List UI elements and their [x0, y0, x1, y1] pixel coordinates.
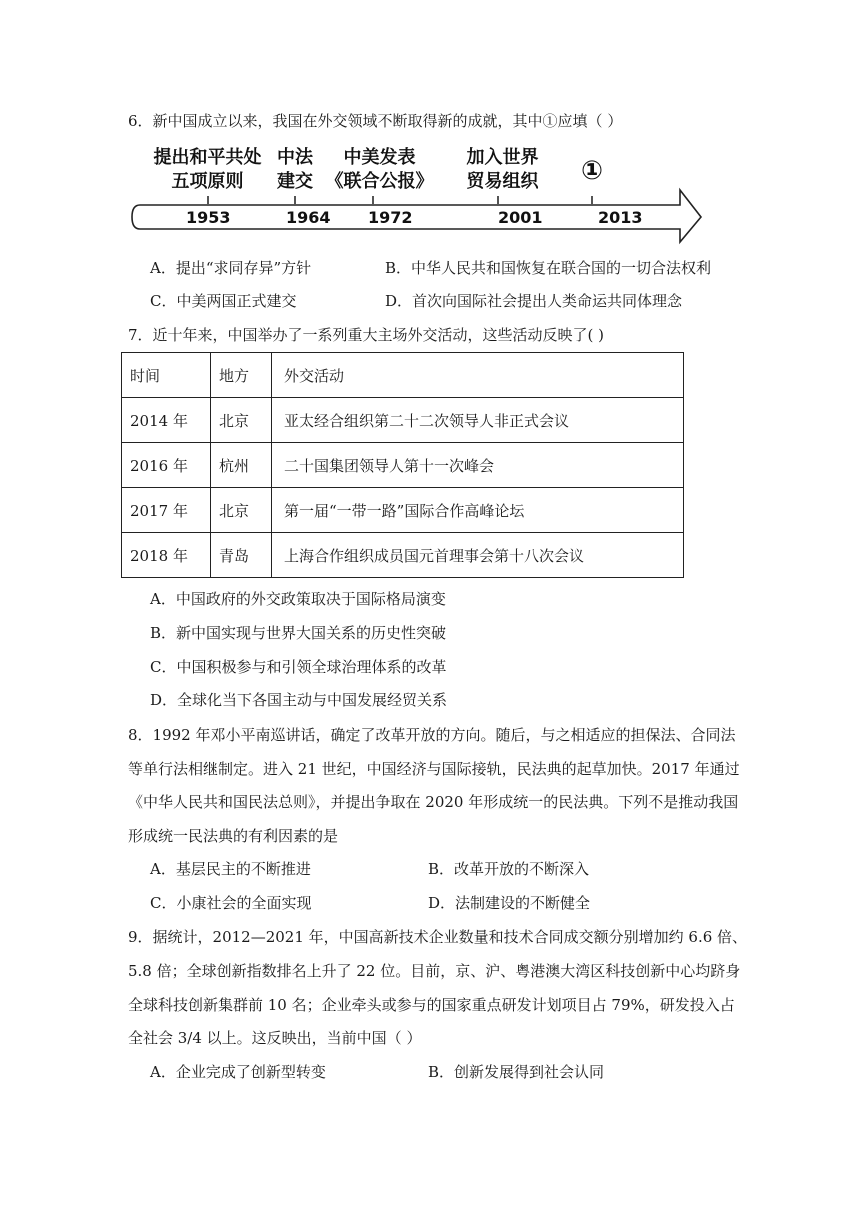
q6-option-a[interactable]: A．提出“求同存异”方针 [150, 259, 312, 277]
table-cell: 第一届“一带一路”国际合作高峰论坛 [272, 488, 684, 533]
table-cell: 2017 年 [122, 488, 211, 533]
timeline-event-1953-label: 提出和平共处 五项原则 [153, 147, 262, 192]
table-cell: 亚太经合组织第二十二次领导人非正式会议 [272, 398, 684, 443]
q8-option-b[interactable]: B．改革开放的不断深入 [428, 860, 590, 878]
table-cell: 2016 年 [122, 443, 211, 488]
table-cell: 2018 年 [122, 533, 211, 578]
q7-option-b[interactable]: B．新中国实现与世界大国关系的历史性突破 [150, 624, 447, 642]
timeline-event-2001-label: 加入世界 贸易组织 [466, 147, 539, 192]
q9-option-a[interactable]: A．企业完成了创新型转变 [150, 1063, 326, 1081]
table-cell: 杭州 [211, 443, 272, 488]
timeline-tick-1964 [294, 196, 296, 206]
table-row [122, 533, 684, 578]
q8-stem-line-2: 等单行法相继制定。进入 21 世纪，中国经济与国际接轨，民法典的起草加快。2017 年通过 [128, 760, 740, 778]
table-cell: 北京 [211, 488, 272, 533]
q8-option-a[interactable]: A．基层民主的不断推进 [150, 860, 311, 878]
q6-option-c[interactable]: C．中美两国正式建交 [150, 292, 297, 310]
q9-stem-line-4: 全社会 3/4 以上。这反映出，当前中国（ ） [128, 1029, 422, 1047]
q9-option-b[interactable]: B．创新发展得到社会认同 [428, 1063, 605, 1081]
table-header-cell: 外交活动 [272, 353, 684, 398]
timeline-year-1964: 1964 [286, 208, 331, 227]
timeline [0, 0, 860, 260]
q7-activities-table [121, 352, 684, 578]
timeline-year-2001: 2001 [498, 208, 543, 227]
q7-option-d[interactable]: D．全球化当下各国主动与中国发展经贸关系 [150, 691, 448, 709]
timeline-year-2013: 2013 [598, 208, 643, 227]
timeline-event-1972-label: 中美发表 《联合公报》 [325, 147, 434, 192]
q8-stem-line-3: 《中华人民共和国民法总则》，并提出争取在 2020 年形成统一的民法典。下列不是推动我国 [128, 793, 739, 811]
q7-option-a[interactable]: A．中国政府的外交政策取决于国际格局演变 [150, 590, 446, 608]
table-header-cell: 时间 [122, 353, 211, 398]
q6-option-b[interactable]: B．中华人民共和国恢复在联合国的一切合法权利 [385, 259, 712, 277]
q9-stem-line-2: 5.8 倍；全球创新指数排名上升了 22 位。目前，京、沪、粤港澳大湾区科技创新中心均跻身 [128, 962, 741, 980]
table-cell: 上海合作组织成员国元首理事会第十八次会议 [272, 533, 684, 578]
q6-option-d[interactable]: D．首次向国际社会提出人类命运共同体理念 [385, 292, 683, 310]
q9-stem-line-1: 9．据统计，2012—2021 年，中国高新技术企业数量和技术合同成交额分别增加约 6.6 倍、 [128, 928, 748, 946]
timeline-tick-2001 [497, 196, 499, 206]
table-header-cell: 地方 [211, 353, 272, 398]
table-row [122, 443, 684, 488]
table-header-row [122, 353, 684, 398]
timeline-event-2013-label: ① [580, 156, 603, 186]
table-row [122, 398, 684, 443]
timeline-event-1964-label: 中法 建交 [277, 147, 313, 192]
q8-stem-line-4: 形成统一民法典的有利因素的是 [128, 827, 339, 845]
q8-option-c[interactable]: C．小康社会的全面实现 [150, 894, 312, 912]
timeline-tick-1953 [207, 196, 209, 206]
timeline-year-1972: 1972 [368, 208, 413, 227]
timeline-tick-1972 [372, 196, 374, 206]
q7-stem: 7．近十年来，中国举办了一系列重大主场外交活动，这些活动反映了( ) [128, 326, 605, 344]
table-cell: 2014 年 [122, 398, 211, 443]
table-cell: 二十国集团领导人第十一次峰会 [272, 443, 684, 488]
q7-option-c[interactable]: C．中国积极参与和引领全球治理体系的改革 [150, 658, 447, 676]
q9-stem-line-3: 全球科技创新集群前 10 名；企业牵头或参与的国家重点研发计划项目占 79%，研发投入占 [128, 996, 735, 1014]
timeline-tick-2013 [591, 196, 593, 206]
q6-stem: 6．新中国成立以来，我国在外交领域不断取得新的成就，其中①应填（ ） [128, 112, 623, 130]
q8-stem-line-1: 8．1992 年邓小平南巡讲话，确定了改革开放的方向。随后，与之相适应的担保法、合同法 [128, 726, 736, 744]
q8-option-d[interactable]: D．法制建设的不断健全 [428, 894, 591, 912]
table-cell: 北京 [211, 398, 272, 443]
table-cell: 青岛 [211, 533, 272, 578]
timeline-arrow [0, 0, 860, 260]
timeline-year-1953: 1953 [186, 208, 231, 227]
table-row [122, 488, 684, 533]
